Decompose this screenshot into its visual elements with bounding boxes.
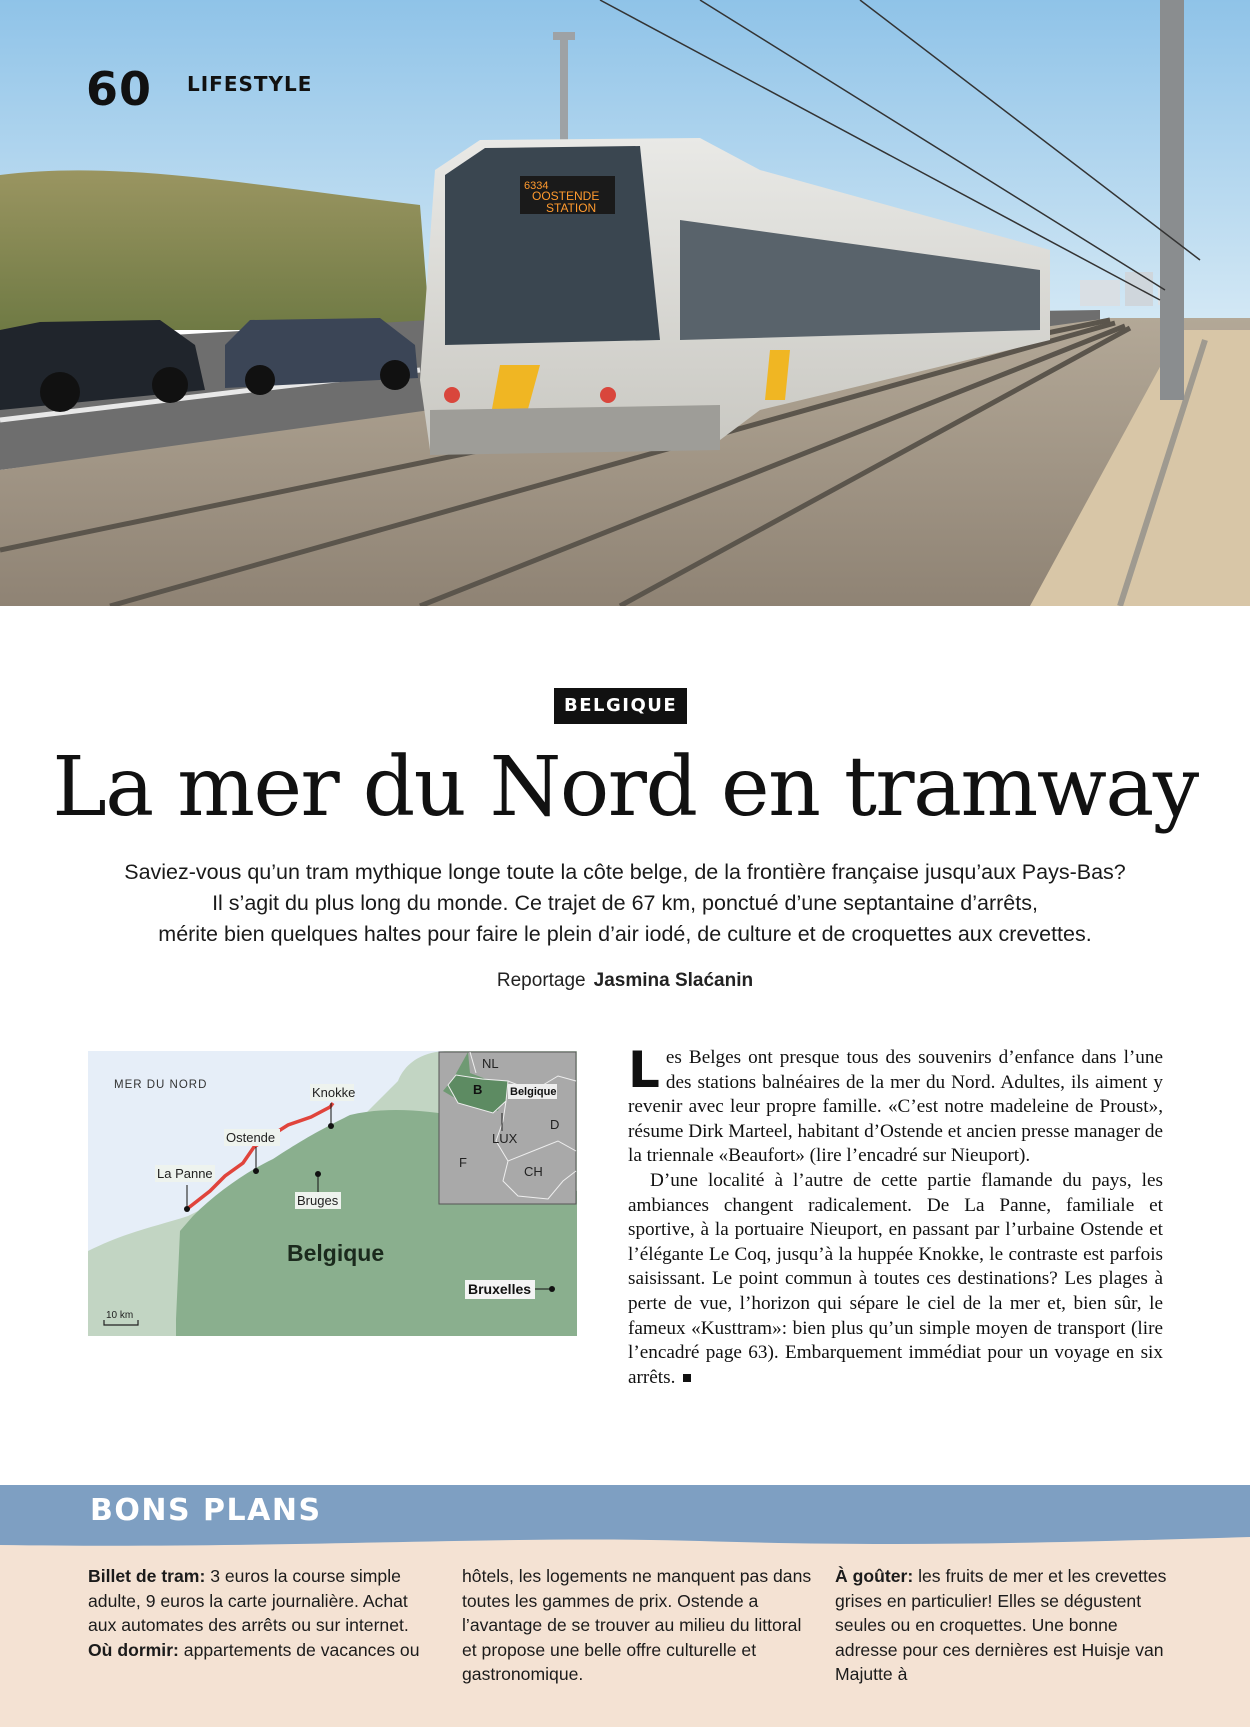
paragraph-text: es Belges ont presque tous des souvenirs d’enfance dans l’une des stations balnéaires de la mer du Nord. Adultes, ils aiment y revenir avec leur propre famille. «C’est notre madeleine de Proust», résume Dirk Marteel, habitant d’Ostende et ancien presse manager de la triennale «Beaufort» (lire l’encadré sur Nieuport). [628,1047,1163,1167]
bons-plans-column [462,1564,812,1687]
kicker-badge: BELGIQUE [554,688,687,724]
map-label-knokke: Knokke [312,1085,356,1100]
end-of-article-mark [683,1374,691,1382]
tip-text-dormir: appartements de vacances ou [178,1639,420,1660]
tip-text-billet: 3 euros la course simple adulte, 9 euros la carte journalière. Achat aux automates des arrêts ou sur internet. [88,1566,409,1636]
map-inset-f: F [459,1155,467,1170]
bons-plans-column [88,1564,438,1662]
map-inset-b: B [473,1082,483,1097]
tip-text-gouter: les fruits de mer et les crevettes grises en particulier! Elles se dégustent seules ou en croquettes. Une bonne adresse pour ces dernières est Huisje van Majutte à [835,1566,1167,1685]
byline [0,970,1250,992]
article-paragraph [628,1169,1163,1390]
map-label-la-panne: La Panne [157,1166,213,1181]
bons-plans-column [835,1564,1175,1687]
lede-line: Saviez-vous qu’un tram mythique longe toute la côte belge, de la frontière française jusqu’aux Pays-Bas? [124,860,1126,884]
tram-destination-number: 6334 [524,180,549,192]
map-country-label: Belgique [287,1240,385,1266]
tip-label-dormir: Où dormir: [88,1639,179,1660]
paragraph-text: D’une localité à l’autre de cette partie flamande du pays, les ambiances changent radicalement. De La Panne, familiale et sportive, à la portuaire Nieuport, en passant par l’urbaine Ostende et l’élégante Le Coq, jusqu’à la huppée Knokke, le contraste est parfois saisissant. Le point commun à toutes ces destinations? Les plages à perte de vue, l’horizon qui sépare le ciel de la mer et, bien sûr, le fameux «Kusttram»: bien plus qu’un simple moyen de transport (lire l’encadré page 63). Embarquement immédiat pour un voyage en six arrêts. [628,1169,1163,1388]
map-inset [439,1052,576,1204]
article-paragraph [628,1041,1163,1169]
catenary-pole [1160,0,1184,400]
map-inset-belgique: Belgique [510,1086,557,1098]
map-scale-label: 10 km [106,1310,134,1321]
map-label-bruges: Bruges [297,1193,339,1208]
tip-label-gouter: À goûter: [835,1566,914,1586]
tip-text-dormir-cont: hôtels, les logements ne manquent pas dans toutes les gammes de prix. Ostende a l’avantage de se trouver au milieu du littoral et propose une belle offre culturelle et gastronomique. [462,1566,812,1685]
article-body [628,1041,1163,1390]
tram-destination-sign: OOSTENDE [532,189,600,203]
article-title: La mer du Nord en tramway [52,740,1198,835]
map-inset-ch: CH [524,1164,543,1179]
map-inset-d: D [550,1117,560,1132]
tram-destination-station: STATION [546,201,597,215]
tip-label-billet: Billet de tram: [88,1566,206,1586]
map-sea-label: MER DU NORD [114,1079,208,1091]
lede-line: mérite bien quelques haltes pour faire le plein d’air iodé, de culture et de croquettes aux crevettes. [158,922,1092,946]
coast-map-svg [88,1051,577,1336]
byline-author: Jasmina Slaćanin [593,970,754,991]
bons-plans-title: BONS PLANS [90,1493,322,1528]
coast-map [88,1051,577,1336]
tram-windshield [445,146,660,345]
article-lede [70,857,1180,950]
bons-plans-box [0,1485,1250,1727]
map-label-bruxelles: Bruxelles [468,1281,532,1297]
dropcap: L [628,1041,660,1099]
lede-line: Il s’agit du plus long du monde. Ce trajet de 67 km, ponctué d’une septantaine d’arrêts, [212,891,1038,915]
hero-photo [0,0,1250,606]
map-inset-lux: LUX [492,1131,518,1146]
section-label: LIFESTYLE [187,72,313,96]
map-inset-nl: NL [482,1056,499,1071]
page-number: 60 [86,62,153,116]
map-label-ostende: Ostende [226,1130,276,1145]
byline-label: Reportage [496,970,586,991]
